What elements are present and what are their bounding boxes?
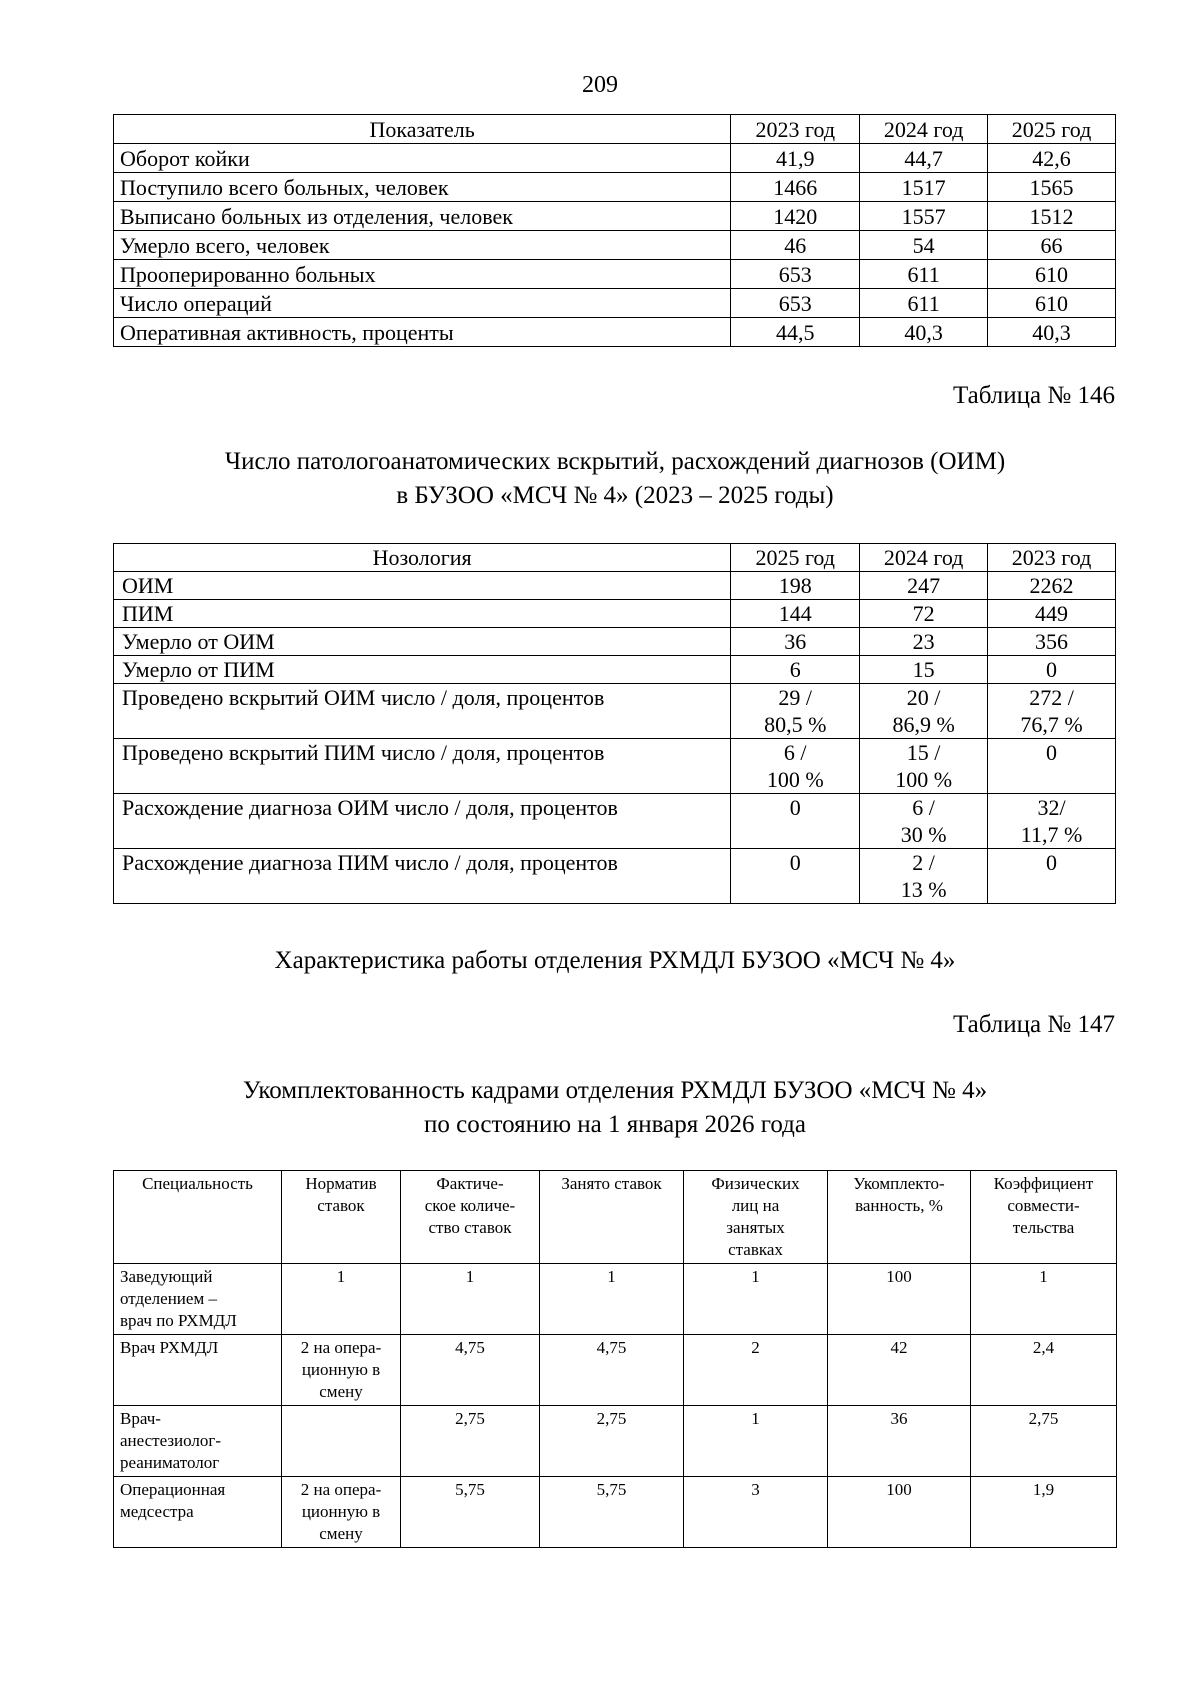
column-header: [540, 1171, 684, 1264]
cell-line: 13 %: [900, 877, 947, 902]
table-row: [114, 318, 1116, 347]
cell-value: 6: [731, 656, 860, 684]
row-label: [114, 1406, 282, 1477]
table-row: [114, 289, 1116, 318]
cell-line: 100 %: [766, 767, 824, 792]
column-header: 2025 год: [731, 544, 860, 572]
cell-value: 41,9: [731, 144, 860, 173]
cell-value: 23: [860, 628, 988, 656]
cell-value: 0: [988, 656, 1116, 684]
header-line: тельства: [1012, 1218, 1075, 1237]
table-row: [114, 684, 1116, 739]
column-header: [401, 1171, 540, 1264]
cell-value: 72: [860, 600, 988, 628]
cell-value: 4,75: [540, 1335, 684, 1406]
row-label: Прооперированно больных: [114, 260, 731, 289]
header-line: Фактиче-: [436, 1174, 504, 1193]
table-row: [114, 628, 1116, 656]
row-label: Умерло от ОИМ: [114, 628, 731, 656]
cell-value: 40,3: [860, 318, 988, 347]
cell-value: [860, 849, 988, 904]
column-header: Показатель: [114, 115, 731, 144]
cell-value: 36: [731, 628, 860, 656]
cell-line: отделением –: [120, 1289, 217, 1308]
header-line: Укомплекто-: [853, 1174, 945, 1193]
table-row: [114, 1477, 1117, 1548]
cell-line: 0: [1046, 740, 1058, 765]
cell-value: [731, 794, 860, 849]
cell-line: анестезиолог-: [120, 1431, 222, 1450]
cell-value: 653: [731, 260, 860, 289]
cell-line: 1: [336, 1267, 346, 1286]
cell-line: 30 %: [900, 822, 947, 847]
cell-value: 42: [828, 1335, 971, 1406]
page-number: 209: [582, 72, 618, 98]
cell-value: 36: [828, 1406, 971, 1477]
cell-value: 2,75: [971, 1406, 1117, 1477]
column-header: [828, 1171, 971, 1264]
table-row: [114, 260, 1116, 289]
table-row: [114, 656, 1116, 684]
cell-value: 40,3: [988, 318, 1116, 347]
cell-value: 42,6: [988, 144, 1116, 173]
table-row: [114, 572, 1116, 600]
cell-line: ционную в: [301, 1360, 381, 1379]
cell-value: 54: [860, 231, 988, 260]
cell-value: 610: [988, 289, 1116, 318]
table-row: [114, 1264, 1117, 1335]
cell-value: [282, 1264, 401, 1335]
column-header: [684, 1171, 828, 1264]
cell-line: смену: [319, 1382, 363, 1401]
row-label: Число операций: [114, 289, 731, 318]
cell-line: 2 на опера-: [300, 1480, 382, 1499]
cell-value: 653: [731, 289, 860, 318]
row-label: ОИМ: [114, 572, 731, 600]
cell-value: [988, 794, 1116, 849]
cell-line: 2 /: [912, 850, 935, 875]
cell-value: 2: [684, 1335, 828, 1406]
cell-value: 198: [731, 572, 860, 600]
row-label: Выписано больных из отделения, человек: [114, 202, 731, 231]
column-header: [114, 1171, 282, 1264]
cell-value: 1: [540, 1264, 684, 1335]
cell-line: [996, 876, 1107, 903]
column-header: [971, 1171, 1117, 1264]
row-label: Умерло всего, человек: [114, 231, 731, 260]
cell-line: 76,7 %: [1020, 712, 1083, 737]
cell-value: [860, 794, 988, 849]
cell-value: 2,4: [971, 1335, 1117, 1406]
cell-value: 1420: [731, 202, 860, 231]
cell-line: [739, 876, 851, 903]
header-line: лиц на: [731, 1196, 780, 1215]
cell-value: [282, 1477, 401, 1548]
cell-line: 6 /: [912, 795, 935, 820]
cell-line: 15 /: [906, 740, 941, 765]
cell-value: 611: [860, 289, 988, 318]
row-label: Поступило всего больных, человек: [114, 173, 731, 202]
section-title: Характеристика работы отделения РХМДЛ БУЗОО «МСЧ № 4»: [274, 947, 956, 974]
row-label: Проведено вскрытий ОИМ число / доля, процентов: [114, 684, 731, 739]
cell-value: [988, 849, 1116, 904]
cell-value: [860, 684, 988, 739]
cell-value: [988, 739, 1116, 794]
row-label: Расхождение диагноза ОИМ число / доля, процентов: [114, 794, 731, 849]
table-row: [114, 849, 1116, 904]
hospital-indicators-table: [113, 114, 1116, 347]
table-row: [114, 173, 1116, 202]
cell-line: 0: [789, 795, 801, 820]
header-line: ставок: [317, 1196, 365, 1215]
cell-value: 1,9: [971, 1477, 1117, 1548]
row-label: Проведено вскрытий ПИМ число / доля, процентов: [114, 739, 731, 794]
column-header: [282, 1171, 401, 1264]
cell-value: 247: [860, 572, 988, 600]
cell-line: реаниматолог: [120, 1453, 220, 1472]
cell-value: 5,75: [540, 1477, 684, 1548]
cell-line: 0: [1046, 850, 1058, 875]
cell-value: 3: [684, 1477, 828, 1548]
cell-value: [282, 1406, 401, 1477]
cell-value: 1512: [988, 202, 1116, 231]
cell-value: [860, 739, 988, 794]
header-line: Коэффициент: [993, 1174, 1094, 1193]
header-line: Специальность: [142, 1174, 253, 1193]
table-row: [114, 600, 1116, 628]
cell-value: 100: [828, 1477, 971, 1548]
cell-value: 610: [988, 260, 1116, 289]
table-row: [114, 144, 1116, 173]
table-147-title-line1: Укомплектованность кадрами отделения РХМДЛ БУЗОО «МСЧ № 4»: [242, 1077, 988, 1104]
cell-line: смену: [319, 1524, 363, 1543]
cell-value: 356: [988, 628, 1116, 656]
row-label: [114, 1477, 282, 1548]
column-header: 2025 год: [988, 115, 1116, 144]
cell-value: 611: [860, 260, 988, 289]
cell-value: 1: [971, 1264, 1117, 1335]
cell-value: [282, 1335, 401, 1406]
cell-line: Врач РХМДЛ: [120, 1338, 219, 1357]
header-line: совмести-: [1007, 1196, 1080, 1215]
header-line: ванность, %: [855, 1196, 943, 1215]
table-146-title-line1: Число патологоанатомических вскрытий, расхождений диагнозов (ОИМ): [224, 448, 1006, 475]
cell-value: [731, 739, 860, 794]
table-row: [114, 1406, 1117, 1477]
header-line: Занято ставок: [561, 1174, 662, 1193]
cell-value: 1557: [860, 202, 988, 231]
cell-line: [739, 821, 851, 848]
cell-value: 4,75: [401, 1335, 540, 1406]
row-label: ПИМ: [114, 600, 731, 628]
cell-line: Заведующий: [120, 1267, 213, 1286]
table-header-row: [114, 544, 1116, 572]
cell-line: 272 /: [1029, 685, 1074, 710]
table-header-row: [114, 1171, 1117, 1264]
row-label: Оперативная активность, проценты: [114, 318, 731, 347]
cell-value: 2,75: [540, 1406, 684, 1477]
table-row: [114, 794, 1116, 849]
header-line: Физических: [711, 1174, 800, 1193]
cell-value: 2262: [988, 572, 1116, 600]
cell-line: 20 /: [906, 685, 941, 710]
autopsy-table: [113, 543, 1116, 904]
row-label: Умерло от ПИМ: [114, 656, 731, 684]
header-line: ставках: [728, 1240, 783, 1259]
cell-line: 100 %: [895, 767, 953, 792]
header-line: занятых: [726, 1218, 785, 1237]
column-header: 2024 год: [860, 115, 988, 144]
cell-value: 449: [988, 600, 1116, 628]
cell-value: 2,75: [401, 1406, 540, 1477]
column-header: 2024 год: [860, 544, 988, 572]
cell-value: 100: [828, 1264, 971, 1335]
cell-value: 1: [401, 1264, 540, 1335]
cell-value: 1565: [988, 173, 1116, 202]
cell-line: 6 /: [783, 740, 807, 765]
cell-line: 11,7 %: [1020, 822, 1083, 847]
header-line: ское количе-: [424, 1196, 516, 1215]
table-row: [114, 202, 1116, 231]
cell-value: 1: [684, 1264, 828, 1335]
column-header: 2023 год: [988, 544, 1116, 572]
header-line: Норматив: [305, 1174, 377, 1193]
cell-value: 144: [731, 600, 860, 628]
cell-line: 32/: [1037, 795, 1066, 820]
table-146-title-line2: в БУЗОО «МСЧ № 4» (2023 – 2025 годы): [396, 482, 834, 509]
cell-value: 1517: [860, 173, 988, 202]
column-header: Нозология: [114, 544, 731, 572]
cell-line: 86,9 %: [892, 712, 955, 737]
cell-line: 29 /: [778, 685, 813, 710]
cell-value: [731, 849, 860, 904]
cell-value: 1: [684, 1406, 828, 1477]
cell-value: [988, 684, 1116, 739]
cell-line: [996, 766, 1107, 793]
table-row: [114, 739, 1116, 794]
row-label: [114, 1264, 282, 1335]
cell-line: медсестра: [120, 1502, 194, 1521]
row-label: Оборот койки: [114, 144, 731, 173]
table-header-row: [114, 115, 1116, 144]
cell-line: 2 на опера-: [300, 1338, 382, 1357]
cell-value: 1466: [731, 173, 860, 202]
column-header: 2023 год: [731, 115, 860, 144]
cell-value: 46: [731, 231, 860, 260]
cell-value: 66: [988, 231, 1116, 260]
row-label: [114, 1335, 282, 1406]
cell-value: [731, 684, 860, 739]
table-row: [114, 231, 1116, 260]
cell-value: 5,75: [401, 1477, 540, 1548]
table-146-label: Таблица № 146: [952, 382, 1115, 409]
cell-line: врач по РХМДЛ: [120, 1311, 237, 1330]
cell-line: 0: [789, 850, 801, 875]
table-147-label: Таблица № 147: [952, 1011, 1115, 1038]
cell-value: 44,5: [731, 318, 860, 347]
row-label: Расхождение диагноза ПИМ число / доля, процентов: [114, 849, 731, 904]
table-147-title-line2: по состоянию на 1 января 2026 года: [424, 1111, 806, 1138]
cell-line: ционную в: [301, 1502, 381, 1521]
cell-line: 80,5 %: [764, 712, 827, 737]
cell-value: 15: [860, 656, 988, 684]
cell-line: Врач-: [120, 1409, 161, 1428]
staffing-table: [113, 1170, 1117, 1548]
cell-line: Операционная: [120, 1480, 226, 1499]
header-line: ство ставок: [428, 1218, 512, 1237]
table-row: [114, 1335, 1117, 1406]
cell-value: 44,7: [860, 144, 988, 173]
